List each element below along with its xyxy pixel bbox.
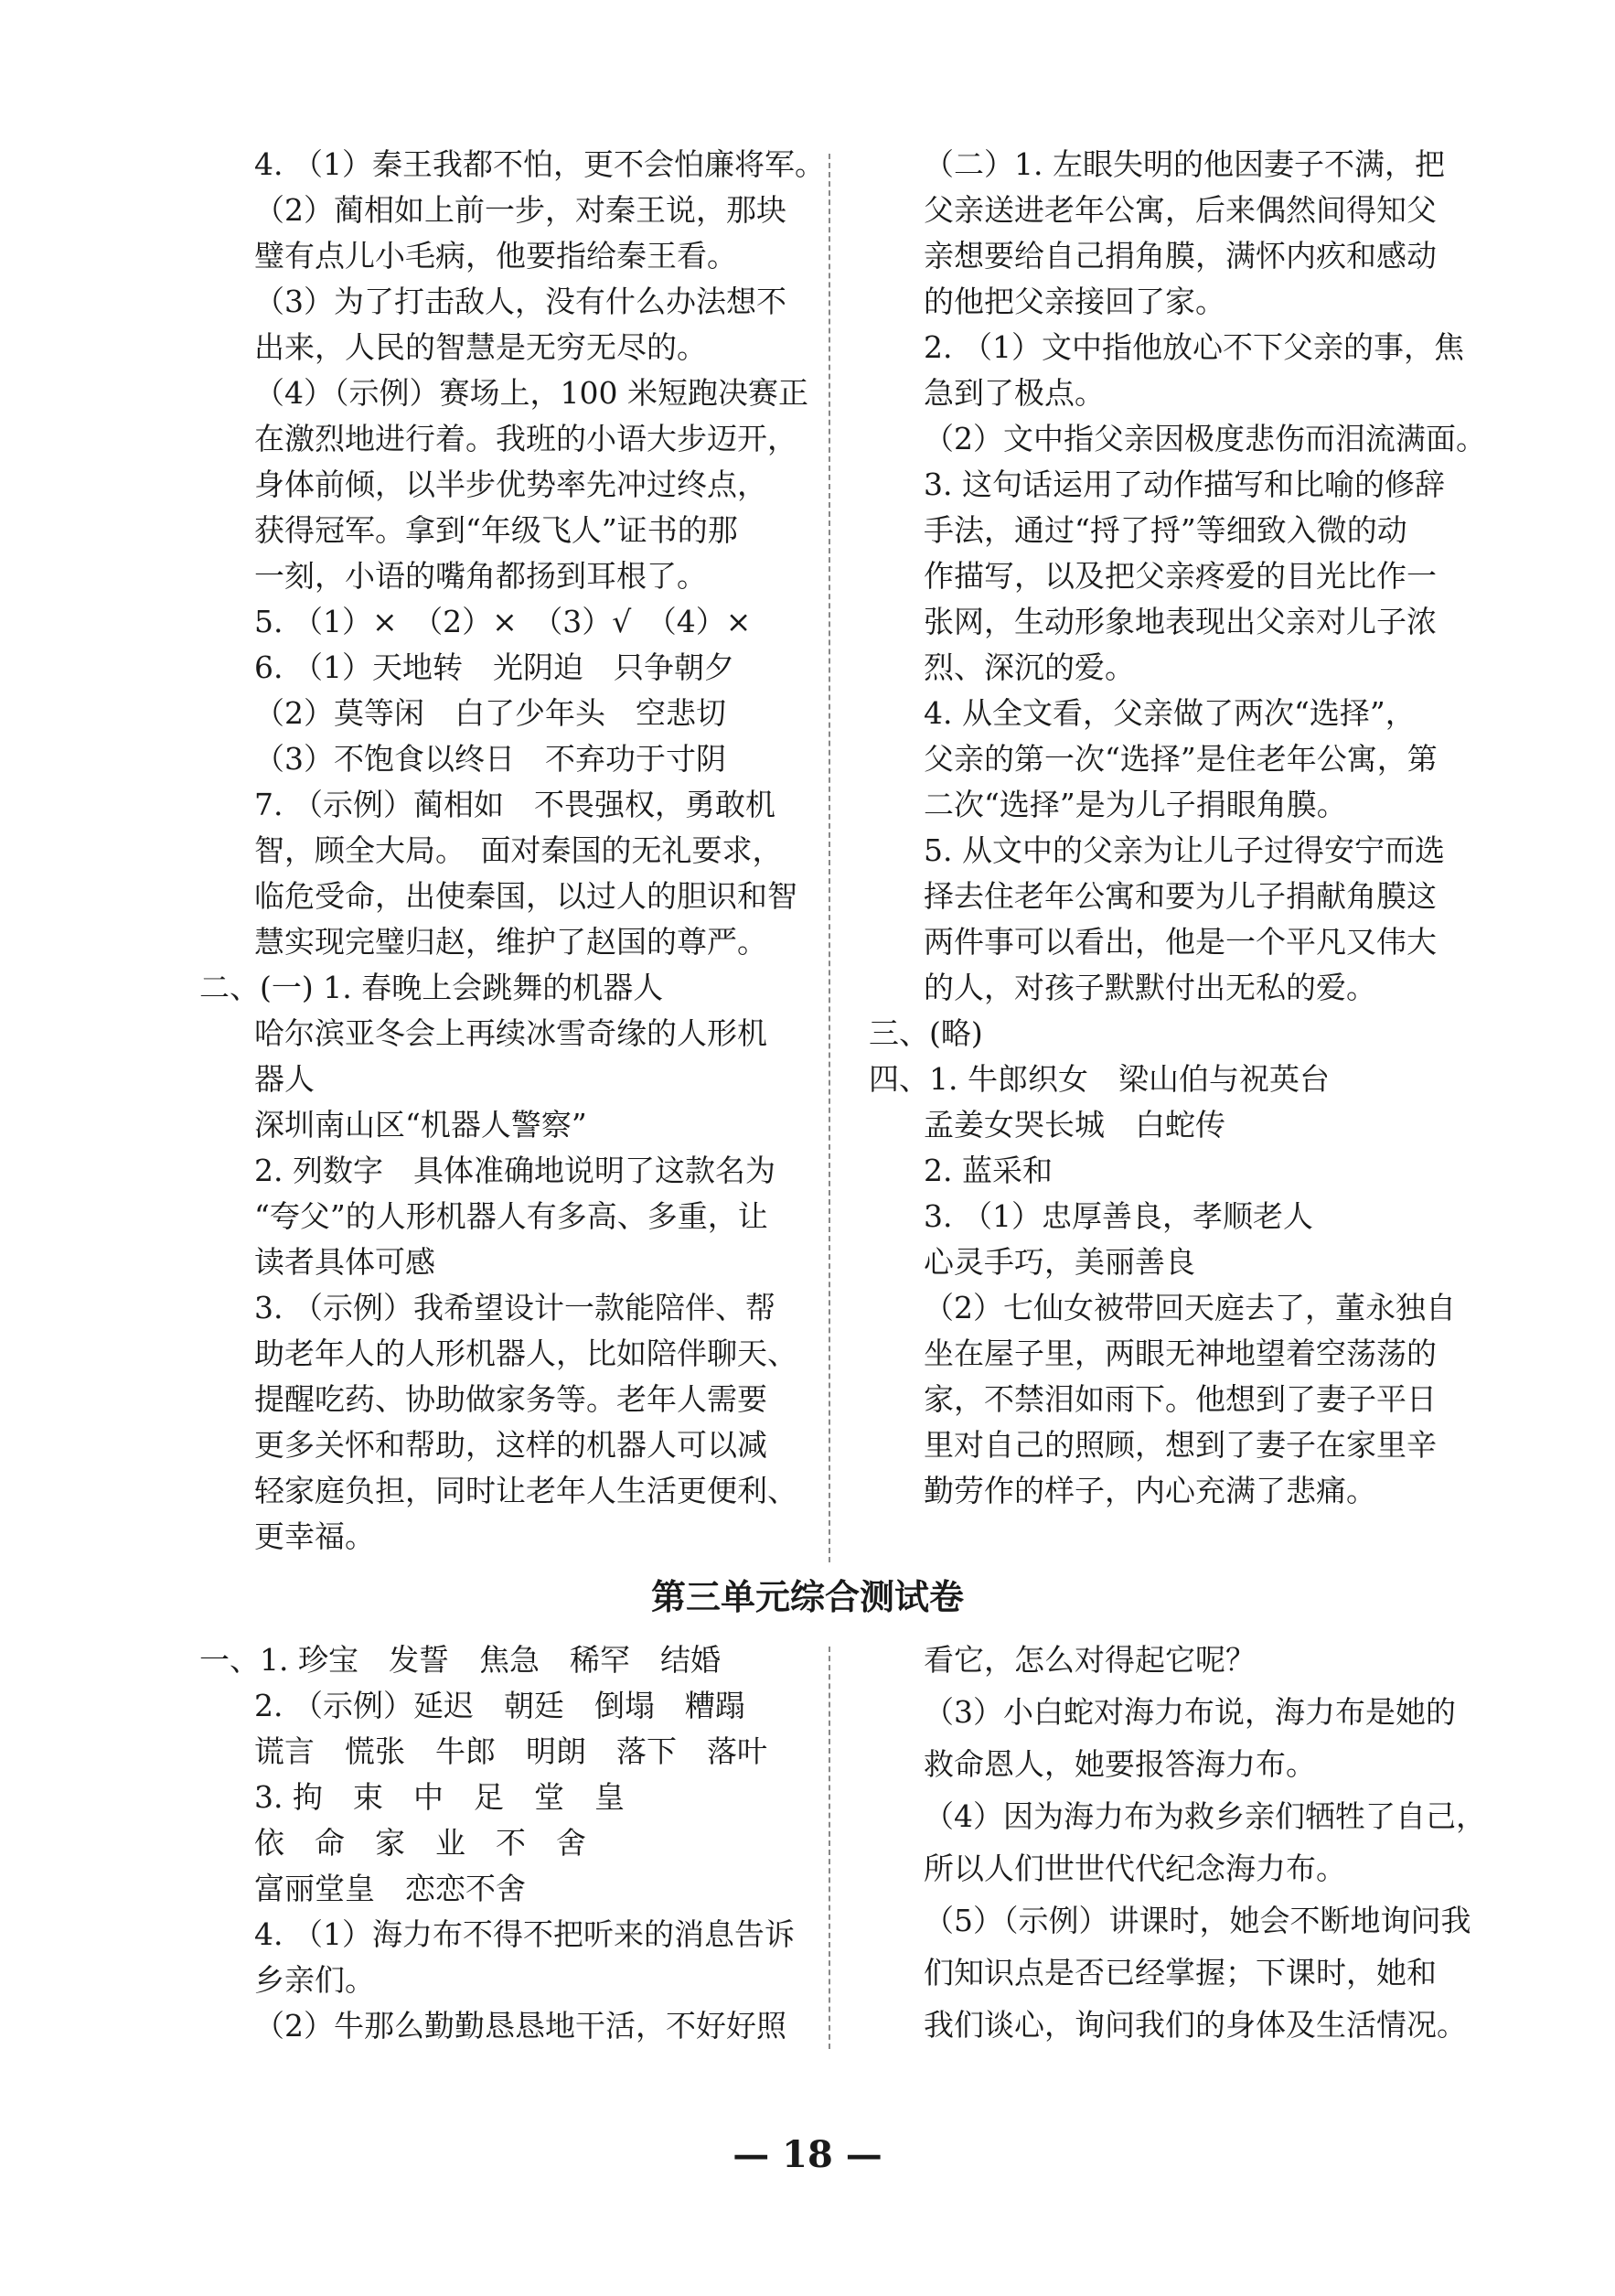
text-line: 救命恩人，她要报答海力布。: [924, 1746, 1316, 1782]
text-line: 3. 拘 束 中 足 堂 皇: [254, 1779, 625, 1815]
text-line: 们知识点是否已经掌握；下课时，她和: [924, 1955, 1437, 1990]
text-line: 急到了极点。: [924, 375, 1105, 411]
text-line: 轻家庭负担，同时让老年人生活更便利、: [254, 1473, 797, 1508]
text-line: 孟姜女哭长城 白蛇传: [924, 1107, 1225, 1143]
text-line: 更多关怀和帮助，这样的机器人可以减: [254, 1427, 767, 1463]
text-line: 手法，通过“捋了捋”等细致入微的动: [924, 512, 1407, 548]
text-line: 器人: [254, 1061, 315, 1097]
text-line: 四、1. 牛郎织女 梁山伯与祝英台: [869, 1061, 1330, 1097]
text-line: 坐在屋子里，两眼无神地望着空荡荡的: [924, 1336, 1437, 1371]
text-line: 的人，对孩子默默付出无私的爱。: [924, 970, 1376, 1005]
text-line: （2）莫等闲 白了少年头 空悲切: [254, 695, 726, 731]
text-line: 三、(略): [869, 1015, 983, 1051]
text-line: 一刻，小语的嘴角都扬到耳根了。: [254, 558, 707, 594]
text-line: 二、(一) 1. 春晚上会跳舞的机器人: [199, 970, 664, 1005]
text-line: 4. （1）秦王我都不怕，更不会怕廉将军。: [254, 146, 825, 182]
text-line: （5）（示例）讲课时，她会不断地询问我: [924, 1903, 1471, 1938]
text-line: 择去住老年公寓和要为儿子捐献角膜这: [924, 878, 1437, 914]
text-line: 谎言 慌张 牛郎 明朗 落下 落叶: [254, 1733, 767, 1769]
text-line: 出来，人民的智慧是无穷无尽的。: [254, 329, 707, 365]
text-line: 身体前倾，以半步优势率先冲过终点，: [254, 467, 767, 502]
text-line: 父亲送进老年公寓，后来偶然间得知父: [924, 192, 1437, 228]
text-line: 6. （1）天地转 光阴迫 只争朝夕: [254, 649, 734, 685]
text-line: 一、1. 珍宝 发誓 焦急 稀罕 结婚: [199, 1642, 721, 1678]
text-line: 智，顾全大局。 面对秦国的无礼要求，: [254, 832, 783, 868]
text-line: （2）蔺相如上前一步，对秦王说，那块: [254, 192, 786, 228]
text-line: （2）牛那么勤勤恳恳地干活，不好好照: [254, 2008, 786, 2044]
text-line: 3. 这句话运用了动作描写和比喻的修辞: [924, 467, 1445, 502]
text-line: 父亲的第一次“选择”是住老年公寓，第: [924, 741, 1438, 777]
section-title: 第三单元综合测试卷: [650, 1577, 964, 1617]
text-line: 在激烈地进行着。我班的小语大步迈开，: [254, 421, 797, 456]
text-line: 读者具体可感: [254, 1244, 435, 1280]
text-line: 看它，怎么对得起它呢？: [924, 1642, 1256, 1678]
text-line: 的他把父亲接回了家。: [924, 284, 1225, 319]
text-line: 所以人们世世代代纪念海力布。: [924, 1851, 1346, 1886]
text-line: 2. （示例）延迟 朝廷 倒塌 糟蹋: [254, 1688, 745, 1723]
text-line: 3. （示例）我希望设计一款能陪伴、帮: [254, 1290, 775, 1325]
text-line: 二次“选择”是为儿子捐眼角膜。: [924, 787, 1347, 822]
text-line: 家，不禁泪如雨下。他想到了妻子平日: [924, 1381, 1437, 1417]
text-line: （二）1. 左眼失明的他因妻子不满，把: [924, 146, 1445, 182]
text-line: 更幸福。: [254, 1518, 375, 1554]
text-line: （2）文中指父亲因极度悲伤而泪流满面。: [924, 421, 1486, 456]
text-line: 心灵手巧，美丽善良: [924, 1244, 1195, 1280]
text-line: （3）不饱食以终日 不弃功于寸阴: [254, 741, 726, 777]
text-line: 勤劳作的样子，内心充满了悲痛。: [924, 1473, 1376, 1508]
text-line: 5. （1）× （2）× （3）√ （4）×: [254, 604, 752, 639]
text-line: 两件事可以看出，他是一个平凡又伟大: [924, 924, 1437, 960]
text-line: 富丽堂皇 恋恋不舍: [254, 1871, 526, 1906]
text-line: 里对自己的照顾，想到了妻子在家里辛: [924, 1427, 1437, 1463]
text-line: 4. 从全文看，父亲做了两次“选择”，: [924, 695, 1416, 731]
text-line: （2）七仙女被带回天庭去了，董永独自: [924, 1290, 1456, 1325]
text-line: 依 命 家 业 不 舍: [254, 1825, 586, 1861]
text-line: 提醒吃药、协助做家务等。老年人需要: [254, 1381, 767, 1417]
text-line: 临危受命，出使秦国，以过人的胆识和智: [254, 878, 797, 914]
text-line: 亲想要给自己捐角膜，满怀内疚和感动: [924, 238, 1437, 274]
text-line: 我们谈心，询问我们的身体及生活情况。: [924, 2007, 1467, 2043]
page-number: — 18 —: [733, 2133, 882, 2176]
text-line: 5. 从文中的父亲为让儿子过得安宁而选: [924, 832, 1445, 868]
text-line: “夸父”的人形机器人有多高、多重，让: [254, 1198, 768, 1234]
text-line: 乡亲们。: [254, 1962, 375, 1998]
text-line: 慧实现完璧归赵，维护了赵国的尊严。: [254, 924, 767, 960]
text-line: 4. （1）海力布不得不把听来的消息告诉: [254, 1916, 795, 1952]
text-line: 深圳南山区“机器人警察”: [254, 1107, 587, 1143]
text-line: （3）小白蛇对海力布说，海力布是她的: [924, 1694, 1456, 1730]
text-line: （3）为了打击敌人，没有什么办法想不: [254, 284, 786, 319]
text-line: 7. （示例）蔺相如 不畏强权，勇敢机: [254, 787, 775, 822]
text-line: 哈尔滨亚冬会上再续冰雪奇缘的人形机: [254, 1015, 767, 1051]
text-line: （4）因为海力布为救乡亲们牺牲了自己，: [924, 1798, 1486, 1834]
text-line: 璧有点儿小毛病，他要指给秦王看。: [254, 238, 737, 274]
text-line: 助老年人的人形机器人，比如陪伴聊天、: [254, 1336, 797, 1371]
text-line: 获得冠军。拿到“年级飞人”证书的那: [254, 512, 738, 548]
text-line: 烈、深沉的爱。: [924, 649, 1135, 685]
column-divider-top: [829, 154, 830, 1562]
text-line: 3. （1）忠厚善良，孝顺老人: [924, 1198, 1313, 1234]
text-line: 2. 列数字 具体准确地说明了这款名为: [254, 1153, 775, 1188]
text-line: 2. 蓝采和: [924, 1153, 1053, 1188]
text-line: 张网，生动形象地表现出父亲对儿子浓: [924, 604, 1437, 639]
text-line: 2. （1）文中指他放心不下父亲的事，焦: [924, 329, 1464, 365]
column-divider-bottom: [829, 1647, 830, 2049]
text-line: 作描写，以及把父亲疼爱的目光比作一: [924, 558, 1437, 594]
text-line: （4）（示例）赛场上，100 米短跑决赛正: [254, 375, 808, 411]
